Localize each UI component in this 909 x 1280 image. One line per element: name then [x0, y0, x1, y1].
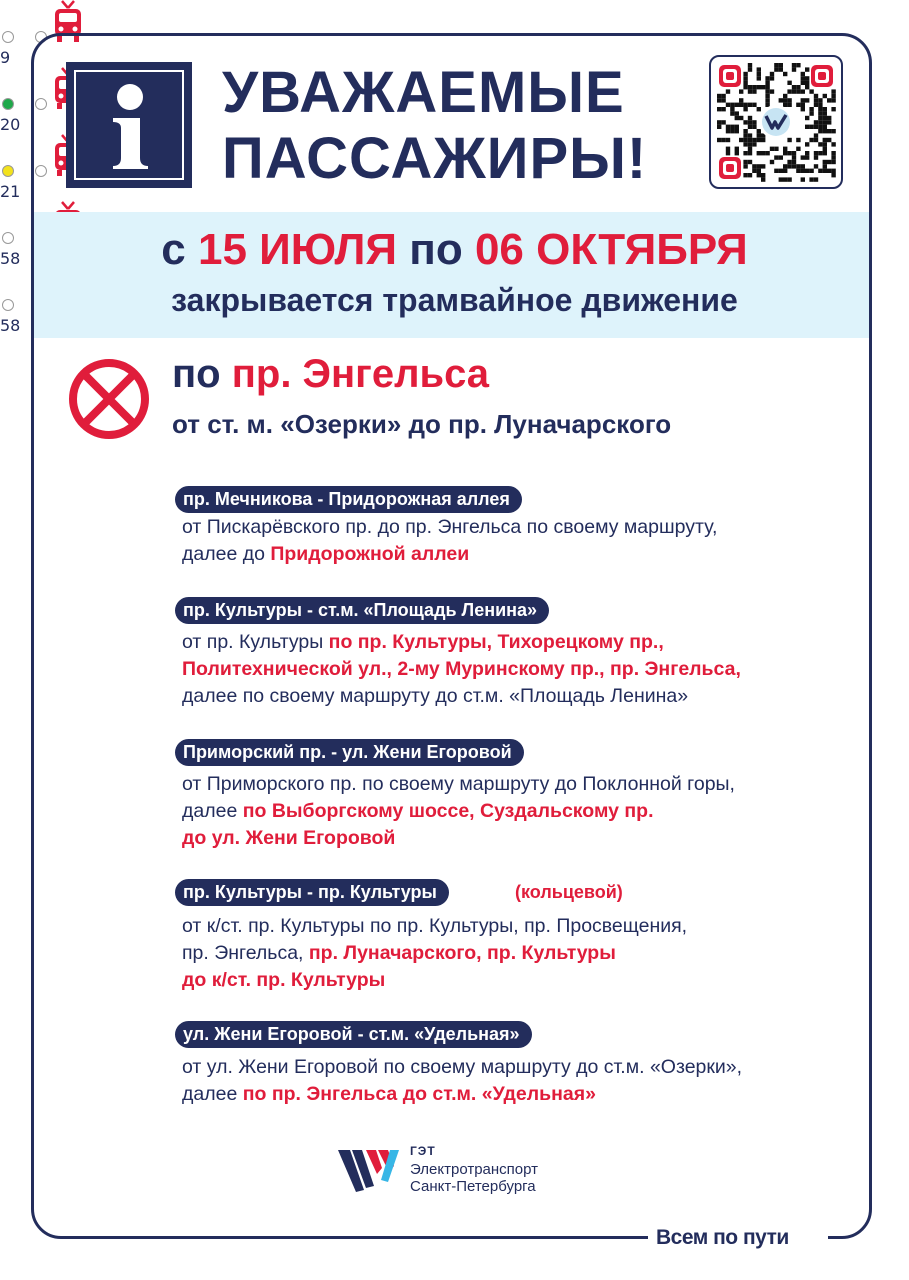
logo-org: Электротранспорт Санкт-Петербурга [410, 1161, 539, 1195]
route-name: Приморский пр. - ул. Жени Егоровой [175, 739, 524, 766]
route-number-badge: 58 [0, 249, 21, 268]
route-name: пр. Культуры - ст.м. «Площадь Ленина» [175, 597, 549, 624]
qr-code [709, 55, 843, 189]
route-description: от к/ст. пр. Культуры по пр. Культуры, пр. Просвещения, пр. Энгельса, пр. Луначарского, пр. Культуры до к/ст. пр. Культуры [182, 915, 688, 991]
banner-subtitle: закрывается трамвайное движение [171, 282, 738, 318]
info-icon [66, 62, 192, 188]
route-description: от Приморского пр. по своему маршруту до Поклонной горы, далее по Выборгскому шоссе, Суздальскому пр. до ул. Жени Егоровой [182, 773, 735, 849]
slogan: Всем по пути [656, 1226, 789, 1249]
no-entry-icon [67, 357, 151, 441]
route-name: ул. Жени Егоровой - ст.м. «Удельная» [175, 1021, 532, 1048]
route-name: пр. Мечникова - Придорожная аллея [175, 486, 522, 513]
route-description: от пр. Культуры по пр. Культуры, Тихорецкому пр., Политехнической ул., 2-му Муринскому пр., пр. Энгельса, далее по своему маршруту до ст.м. «Площадь Ленина» [182, 631, 741, 707]
route-number-badge: 9 [0, 48, 11, 67]
logo-name: ГЭТ [410, 1144, 436, 1158]
route-number-badge: 21 [0, 182, 21, 201]
get-logo-icon [336, 1146, 400, 1196]
route-description: от Пискарёвского пр. до пр. Энгельса по своему маршруту, далее до Придорожной аллеи [182, 516, 718, 565]
closed-section: от ст. м. «Озерки» до пр. Луначарского [172, 409, 672, 439]
page-title: УВАЖАЕМЫЕ ПАССАЖИРЫ! [222, 60, 648, 191]
date-range: с 15 ИЮЛЯ по 06 ОКТЯБРЯ [161, 225, 748, 274]
route-name: пр. Культуры - пр. Культуры [175, 879, 449, 906]
route-number-badge: 58 [0, 316, 21, 335]
route-note: (кольцевой) [515, 882, 623, 902]
closed-street: по пр. Энгельса [172, 352, 490, 396]
route-number-badge: 20 [0, 115, 21, 134]
route-description: от ул. Жени Егоровой по своему маршруту до ст.м. «Озерки», далее по пр. Энгельса до ст.м. «Удельная» [182, 1056, 743, 1105]
